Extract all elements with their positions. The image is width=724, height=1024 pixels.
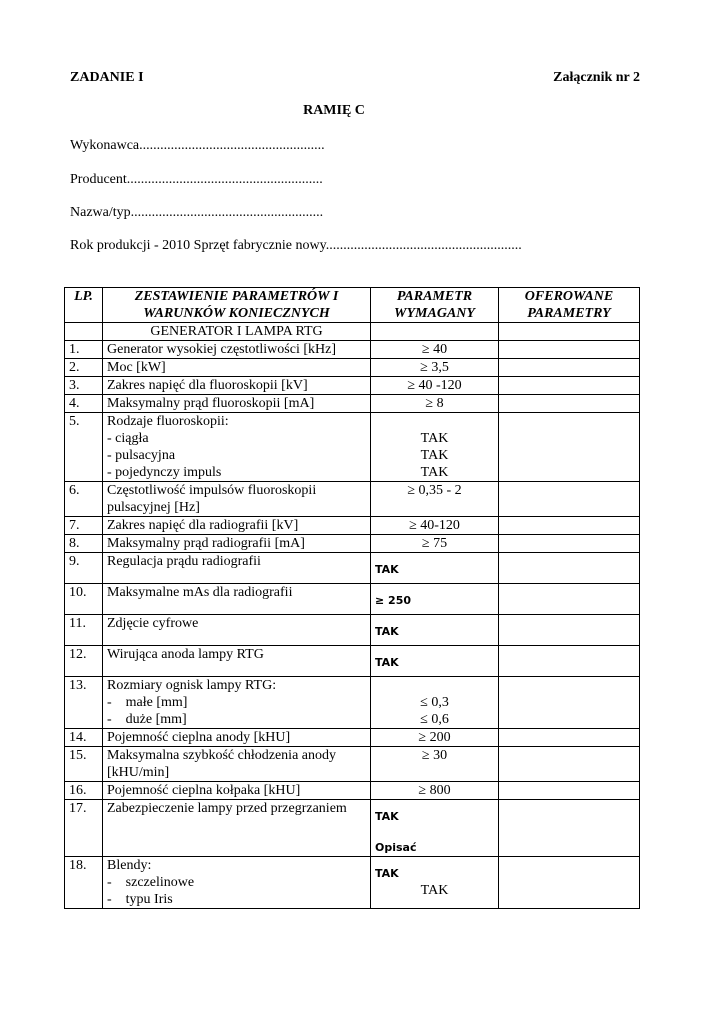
- parameter-line: Pojemność cieplna anody [kHU]: [107, 730, 291, 745]
- row-offered-value[interactable]: [499, 377, 640, 395]
- row-offered-value[interactable]: [499, 747, 640, 782]
- required-line: ≥ 40-120: [409, 518, 460, 533]
- required-line: TAK: [375, 867, 399, 880]
- table-row: [65, 729, 640, 747]
- row-required-value: [371, 341, 499, 359]
- col-header-lp: LP.: [65, 288, 103, 323]
- parameter-line: Maksymalny prąd radiografii [mA]: [107, 536, 305, 551]
- row-parameter: [103, 857, 371, 909]
- required-line: ≥ 3,5: [420, 360, 449, 375]
- row-offered-value[interactable]: [499, 646, 640, 677]
- parameter-line: Rozmiary ognisk lampy RTG:: [107, 678, 277, 693]
- parameter-line: Generator wysokiej częstotliwości [kHz]: [107, 342, 336, 357]
- required-line: TAK: [375, 563, 399, 576]
- required-line: ≤ 0,3: [420, 695, 449, 710]
- row-number: 8.: [65, 535, 103, 553]
- parameter-line: Moc [kW]: [107, 360, 166, 375]
- parameter-line: Zakres napięć dla radiografii [kV]: [107, 518, 299, 533]
- row-offered-value[interactable]: [499, 584, 640, 615]
- row-offered-value[interactable]: [499, 482, 640, 517]
- production-year-field: Rok produkcji - 2010 Sprzęt fabrycznie nowy........................................................: [70, 238, 522, 253]
- row-required-value: [371, 535, 499, 553]
- row-number: 4.: [65, 395, 103, 413]
- row-number: 15.: [65, 747, 103, 782]
- producer-field: Producent........................................................: [70, 172, 323, 187]
- row-required-value: [371, 782, 499, 800]
- parameter-line: Rodzaje fluoroskopii:: [107, 414, 229, 429]
- parameter-line: Maksymalna szybkość chłodzenia anody: [107, 748, 336, 763]
- table-row: [65, 553, 640, 584]
- section-title: GENERATOR I LAMPA RTG: [103, 323, 371, 341]
- row-number: 7.: [65, 517, 103, 535]
- row-required-value: [371, 517, 499, 535]
- parameter-line: Zdjęcie cyfrowe: [107, 616, 199, 631]
- parameter-line: Maksymalne mAs dla radiografii: [107, 585, 293, 600]
- row-required-value: [371, 584, 499, 615]
- col-header-required: PARAMETR WYMAGANY: [371, 288, 499, 323]
- row-offered-value[interactable]: [499, 413, 640, 482]
- row-required-value: [371, 857, 499, 909]
- row-required-value: [371, 646, 499, 677]
- row-required-value: [371, 800, 499, 857]
- row-parameter: [103, 747, 371, 782]
- required-line: ≥ 8: [425, 396, 444, 411]
- spacer: [375, 584, 494, 592]
- row-offered-value[interactable]: [499, 359, 640, 377]
- table-row: [65, 535, 640, 553]
- spacer: [375, 800, 494, 808]
- required-line: Opisać: [375, 841, 417, 854]
- parameter-line: - pulsacyjna: [107, 448, 176, 463]
- required-line: TAK: [420, 883, 449, 898]
- table-row: [65, 377, 640, 395]
- required-line: TAK: [420, 431, 449, 446]
- row-offered-value[interactable]: [499, 782, 640, 800]
- document-label: ZADANIE I: [70, 70, 144, 85]
- row-number: 14.: [65, 729, 103, 747]
- parameters-table: [64, 287, 640, 909]
- row-required-value: [371, 729, 499, 747]
- parameter-line: Częstotliwość impulsów fluoroskopii: [107, 483, 317, 498]
- row-required-value: [371, 395, 499, 413]
- row-offered-value[interactable]: [499, 553, 640, 584]
- required-line: TAK: [420, 448, 449, 463]
- row-parameter: [103, 535, 371, 553]
- parameter-line: - duże [mm]: [107, 712, 187, 727]
- table-row: [65, 782, 640, 800]
- row-number: 5.: [65, 413, 103, 482]
- table-row: [65, 646, 640, 677]
- table-row: [65, 341, 640, 359]
- parameter-line: - typu Iris: [107, 892, 173, 907]
- row-number: 13.: [65, 677, 103, 729]
- row-parameter: [103, 359, 371, 377]
- spacer: [375, 857, 494, 865]
- required-line: ≥ 250: [375, 594, 412, 607]
- row-required-value: [371, 677, 499, 729]
- required-line: ≥ 40 -120: [407, 378, 462, 393]
- row-required-value: [371, 615, 499, 646]
- parameter-line: - małe [mm]: [107, 695, 188, 710]
- row-parameter: [103, 553, 371, 584]
- row-parameter: [103, 800, 371, 857]
- required-line: TAK: [375, 625, 399, 638]
- col-header-offered: OFEROWANE PARAMETRY: [499, 288, 640, 323]
- parameter-line: Pojemność cieplna kołpaka [kHU]: [107, 783, 301, 798]
- spacer: [375, 646, 494, 654]
- row-number: 18.: [65, 857, 103, 909]
- table-row: [65, 615, 640, 646]
- table-row: [65, 482, 640, 517]
- contractor-field: Wykonawca.....................................................: [70, 138, 325, 153]
- row-required-value: [371, 482, 499, 517]
- row-offered-value[interactable]: [499, 395, 640, 413]
- row-parameter: [103, 677, 371, 729]
- table-row: [65, 413, 640, 482]
- required-line: TAK: [420, 465, 449, 480]
- required-line: ≥ 75: [421, 536, 448, 551]
- row-parameter: [103, 584, 371, 615]
- parameter-line: pulsacyjnej [Hz]: [107, 500, 200, 515]
- row-parameter: [103, 615, 371, 646]
- page-title: RAMIĘ C: [303, 103, 365, 118]
- col-header-params: ZESTAWIENIE PARAMETRÓW I WARUNKÓW KONIECZNYCH: [103, 288, 371, 323]
- row-offered-value[interactable]: [499, 729, 640, 747]
- row-parameter: [103, 729, 371, 747]
- table-row: [65, 800, 640, 857]
- row-offered-value[interactable]: [499, 857, 640, 909]
- attachment-label: Załącznik nr 2: [553, 70, 640, 85]
- required-line: ≥ 200: [418, 730, 451, 745]
- name-type-field: Nazwa/typ.......................................................: [70, 205, 324, 220]
- row-number: 1.: [65, 341, 103, 359]
- parameter-line: Maksymalny prąd fluoroskopii [mA]: [107, 396, 315, 411]
- row-parameter: [103, 395, 371, 413]
- row-number: 3.: [65, 377, 103, 395]
- row-number: 12.: [65, 646, 103, 677]
- required-line: ≥ 800: [418, 783, 451, 798]
- table-row: [65, 584, 640, 615]
- row-parameter: [103, 646, 371, 677]
- required-line: ≥ 40: [421, 342, 448, 357]
- parameter-line: - pojedynczy impuls: [107, 465, 222, 480]
- parameter-line: [kHU/min]: [107, 765, 170, 780]
- spacer: [375, 615, 494, 623]
- row-number: 16.: [65, 782, 103, 800]
- required-line: TAK: [375, 656, 399, 669]
- row-number: 9.: [65, 553, 103, 584]
- table-header-row: [65, 288, 640, 323]
- table-row: [65, 857, 640, 909]
- table-row: [65, 395, 640, 413]
- row-number: 17.: [65, 800, 103, 857]
- row-offered-value[interactable]: [499, 535, 640, 553]
- row-required-value: [371, 377, 499, 395]
- parameter-line: Zabezpieczenie lampy przed przegrzaniem: [107, 801, 347, 816]
- row-required-value: [371, 413, 499, 482]
- section-empty-cell: [65, 323, 103, 341]
- row-number: 6.: [65, 482, 103, 517]
- section-empty-cell: [371, 323, 499, 341]
- table-row: [65, 677, 640, 729]
- parameter-line: Wirująca anoda lampy RTG: [107, 647, 264, 662]
- row-parameter: [103, 482, 371, 517]
- row-offered-value[interactable]: [499, 677, 640, 729]
- table-row: [65, 359, 640, 377]
- row-required-value: [371, 553, 499, 584]
- section-row: [65, 323, 640, 341]
- parameter-line: - ciągła: [107, 431, 149, 446]
- row-number: 10.: [65, 584, 103, 615]
- row-parameter: [103, 517, 371, 535]
- required-line: ≤ 0,6: [420, 712, 449, 727]
- row-offered-value[interactable]: [499, 517, 640, 535]
- row-number: 2.: [65, 359, 103, 377]
- row-parameter: [103, 341, 371, 359]
- table-row: [65, 517, 640, 535]
- table-row: [65, 747, 640, 782]
- row-number: 11.: [65, 615, 103, 646]
- row-required-value: [371, 359, 499, 377]
- required-line: [375, 413, 494, 430]
- parameter-line: Blendy:: [107, 858, 152, 873]
- row-offered-value[interactable]: [499, 800, 640, 857]
- row-required-value: [371, 747, 499, 782]
- row-offered-value[interactable]: [499, 615, 640, 646]
- row-parameter: [103, 413, 371, 482]
- row-parameter: [103, 377, 371, 395]
- row-parameter: [103, 782, 371, 800]
- required-line: ≥ 30: [421, 748, 448, 763]
- required-line: ≥ 0,35 - 2: [407, 483, 462, 498]
- row-offered-value[interactable]: [499, 341, 640, 359]
- parameter-line: - szczelinowe: [107, 875, 195, 890]
- required-line: TAK: [375, 810, 399, 823]
- required-line: [375, 677, 494, 694]
- parameter-line: Regulacja prądu radiografii: [107, 554, 261, 569]
- parameter-line: Zakres napięć dla fluoroskopii [kV]: [107, 378, 308, 393]
- spacer: [375, 553, 494, 561]
- section-empty-cell: [499, 323, 640, 341]
